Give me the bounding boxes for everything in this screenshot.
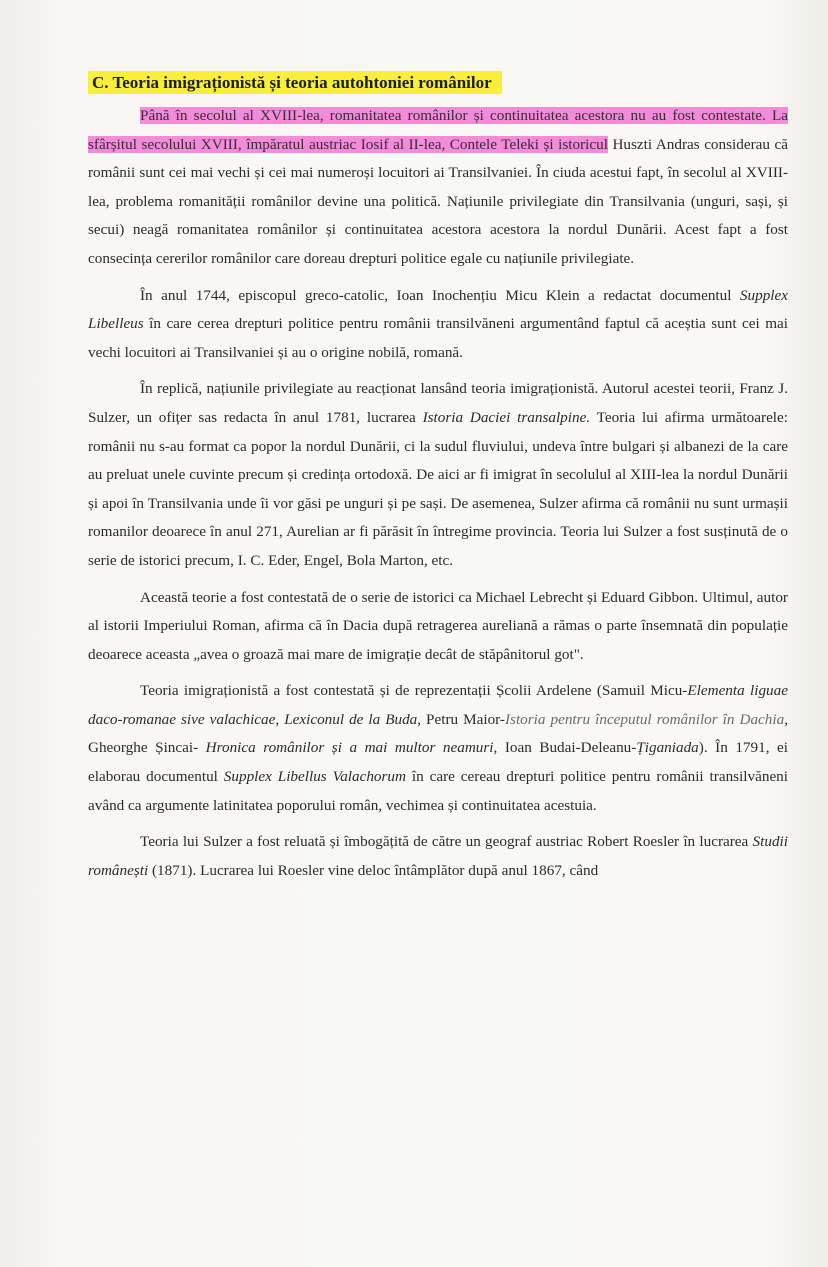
pink-highlight: Până în secolul al XVIII-lea, romanitatea românilor și continuitatea acestora nu au fost contestate. La sfârșitul secolului XVIII, împăratul austriac Iosif al II-lea, Contele Teleki și istoricul (88, 107, 788, 153)
paragraph-3: În replică, națiunile privilegiate au reacționat lansând teoria imigraționistă. Autorul acestei teorii, Franz J. Sulzer, un ofițer sas redacta în anul 1781, lucrarea Istoria Daciei transalpine. Teoria lui afirma următoarele: românii nu s-au format ca popor la nordul Dunării, ci la sudul fluviului, undeva între bulgari și albanezi de la care au preluat unele cuvinte precum și credința ortodoxă. De aici ar fi imigrat în secolulul al XIII-lea la nordul Dunării și apoi în Transilvania unde îi vor găsi pe unguri și pe sași. De asemenea, Sulzer afirma că românii nu sunt urmașii romanilor deoarece în anul 271, Aurelian ar fi părăsit în întregime provincia. Teoria lui Sulzer a fost susținută de o serie de istorici precum, I. C. Eder, Engel, Bola Marton, etc. (88, 380, 788, 569)
heading-highlight: C. Teoria imigraționistă și teoria autohtoniei românilor (88, 71, 502, 94)
paragraph-4: Această teorie a fost contestată de o serie de istorici ca Michael Lebrecht și Eduard Gibbon. Ultimul, autor al istorii Imperiului Roman, afirma că în Dacia după retragerea aureliană a rămas o parte însemnată din populație deoarece aceasta „avea o groază mai mare de imigrație decât de stăpânitorul got". (88, 588, 788, 663)
paragraph-2: În anul 1744, episcopul greco-catolic, Ioan Inochențiu Micu Klein a redactat documentul Supplex Libelleus în care cerea drepturi politice pentru românii transilvăneni argumentând faptul că aceștia sunt cei mai vechi locuitori ai Transilvaniei și au o origine nobilă, romană. (88, 286, 788, 361)
paragraph-5: Teoria imigraționistă a fost contestată și de reprezentații Școlii Ardelene (Samuil Micu-Elementa liguae daco-romanae sive valachicae, Lexiconul de la Buda, Petru Maior-Istoria pentru începutul românilor în Dachia, Gheorghe Șincai- Hronica românilor și a mai multor neamuri, Ioan Budai-Deleanu-Țiganiada). În 1791, ei elaborau documentul Supplex Libellus Valachorum în care cereau drepturi politice pentru românii transilvăneni având ca argumente latinitatea poporului român, vechimea și continuitatea acestuia. (88, 682, 788, 814)
paragraph-1: Până în secolul al XVIII-lea, romanitatea românilor și continuitatea acestora nu au fost contestate. La sfârșitul secolului XVIII, împăratul austriac Iosif al II-lea, Contele Teleki și istoricul Huszti Andras considerau că românii sunt cei mai vechi și cei mai numeroși locuitori ai Transilvaniei. În ciuda acestui fapt, în secolul al XVIII-lea, problema romanității românilor devine una politică. Națiunile privilegiate din Transilvania (unguri, sași, și secui) neagă romanitatea românilor și continuitatea acestora acestora la nordul Dunării. Acest fapt a fost consecința cererilor românilor care doreau drepturi politice egale cu națiunile privilegiate. (88, 107, 788, 267)
section-heading (88, 70, 788, 96)
document-body (88, 70, 788, 893)
paragraph-6: Teoria lui Sulzer a fost reluată și îmbogățită de către un geograf austriac Robert Roesler în lucrarea Studii românești (1871). Lucrarea lui Roesler vine deloc întâmplător după anul 1867, când (88, 833, 788, 879)
